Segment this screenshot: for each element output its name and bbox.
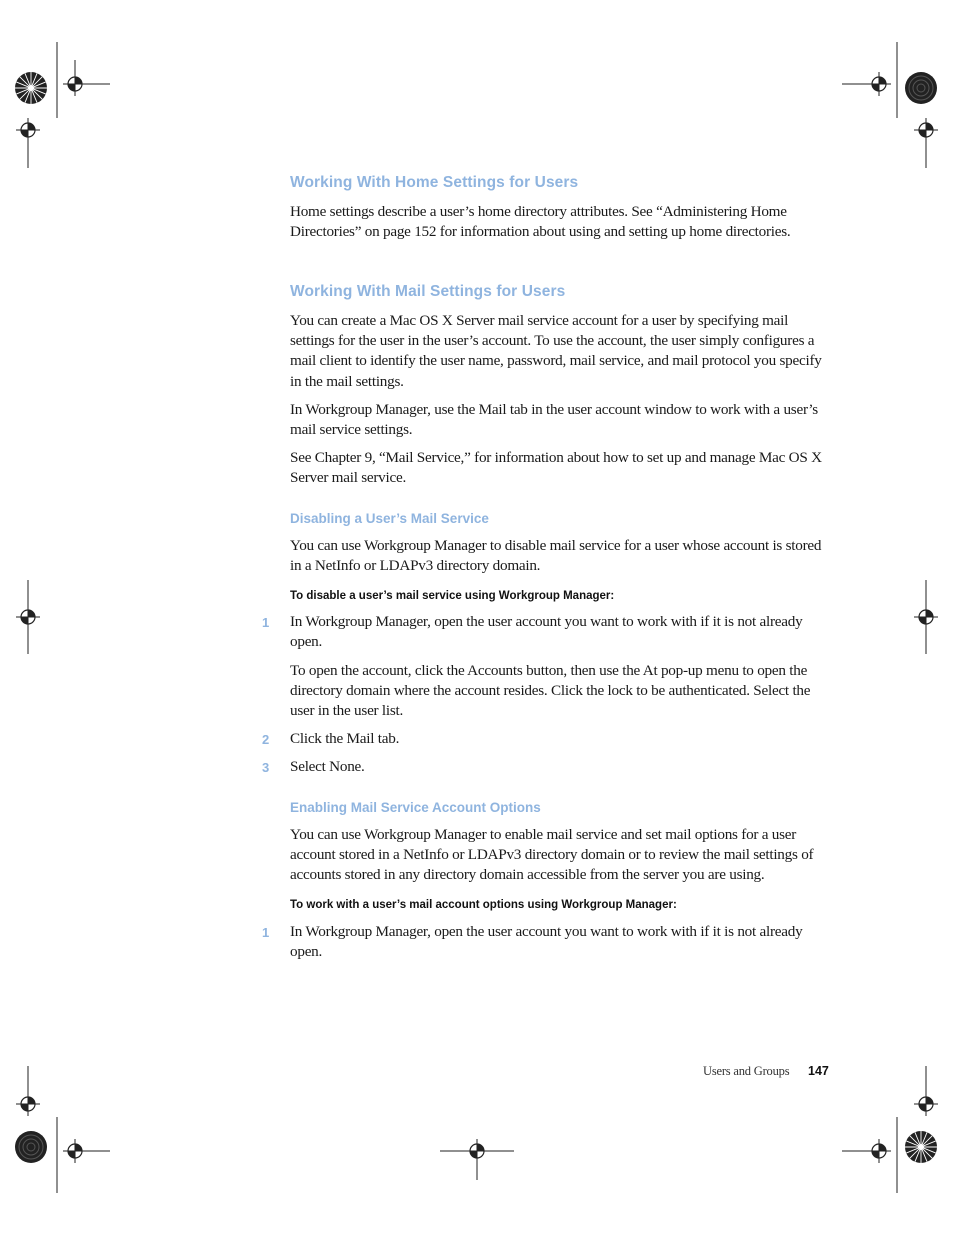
- heading-disabling-mail: Disabling a User’s Mail Service: [290, 511, 489, 526]
- step-text: In Workgroup Manager, open the user account you want to work with if it is not already open.: [290, 923, 803, 961]
- step-text: In Workgroup Manager, open the user account you want to work with if it is not already open.: [290, 613, 803, 651]
- paragraph-disabling-intro: You can use Workgroup Manager to disable mail service for a user whose account is stored in a NetInfo or LDAPv3 directory domain.: [290, 537, 822, 575]
- paragraph-mail-chapter: See Chapter 9, “Mail Service,” for information about how to set up and manage Mac OS X Server mail service.: [290, 449, 822, 487]
- step-number: 3: [262, 760, 270, 775]
- starburst-mark-top-left: [15, 72, 47, 104]
- bullseye-mark-bottom-left: [15, 1131, 47, 1163]
- step-text: Select None.: [290, 758, 365, 775]
- footer-section-title: Users and Groups: [703, 1064, 790, 1078]
- paragraph-mail-intro: You can create a Mac OS X Server mail service account for a user by specifying mail settings for the user in the user’s account. To use the account, the user simply configures a mail client to identify the user name, password, mail service, and mail protocol you specify in the mail settings.: [290, 312, 822, 390]
- task-title-disable: To disable a user’s mail service using Workgroup Manager:: [290, 590, 615, 602]
- paragraph-enabling-intro: You can use Workgroup Manager to enable mail service and set mail options for a user account stored in a NetInfo or LDAPv3 directory domain or to review the mail settings of accounts stored in any directory domain accessible from the server you are using.: [290, 826, 814, 884]
- step-detail: To open the account, click the Accounts button, then use the At pop-up menu to open the directory domain where the account resides. Click the lock to be authenticated. Select the user in the user list.: [290, 662, 811, 720]
- heading-home-settings: Working With Home Settings for Users: [290, 174, 579, 191]
- paragraph-mail-tab: In Workgroup Manager, use the Mail tab in the user account window to work with a user’s mail service settings.: [290, 401, 818, 439]
- heading-enabling-mail: Enabling Mail Service Account Options: [290, 800, 541, 815]
- heading-mail-settings: Working With Mail Settings for Users: [290, 283, 566, 300]
- footer-page-number: 147: [808, 1064, 829, 1078]
- paragraph-home-settings: Home settings describe a user’s home directory attributes. See “Administering Home Directories” on page 152 for information about using and setting up home directories.: [290, 203, 791, 241]
- task-title-enable: To work with a user’s mail account options using Workgroup Manager:: [290, 899, 677, 911]
- starburst-mark-bottom-right: [905, 1131, 937, 1163]
- step-text: Click the Mail tab.: [290, 730, 400, 747]
- step-number: 1: [262, 615, 270, 630]
- step-number: 2: [262, 732, 270, 747]
- step-number: 1: [262, 925, 270, 940]
- bullseye-mark-top-right: [905, 72, 937, 104]
